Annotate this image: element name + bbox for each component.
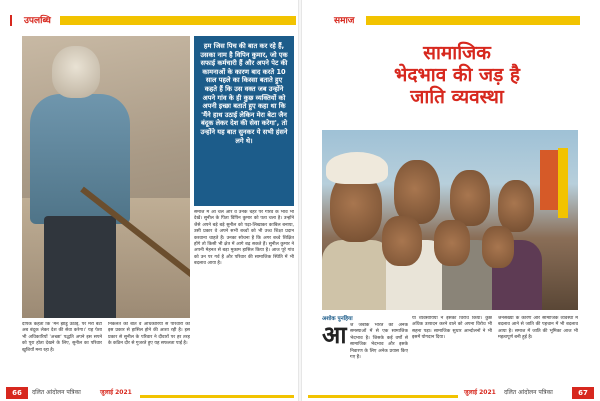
hands xyxy=(382,216,422,266)
footer-month: जुलाई 2021 xyxy=(464,389,496,396)
face xyxy=(498,180,534,232)
page-number: 67 xyxy=(572,387,594,399)
section-bar xyxy=(60,16,296,25)
hands xyxy=(434,220,470,266)
column-text: जनसंख्या के कारण और सामाजिक व्यवस्था में बदलाव आने से जाति की पहचान में भी बदलाव आया है। समाज में जाति की भूमिका आज भी महत्वपूर्ण बनी हुई है। xyxy=(498,316,578,341)
headline-line: भेदभाव की जड़ है xyxy=(394,64,520,86)
footer-magazine-title: दलित आंदोलन पत्रिका xyxy=(32,389,81,396)
article-column-3 xyxy=(498,316,578,383)
section-label: उपलब्धि xyxy=(12,13,55,26)
article-column-2 xyxy=(412,316,492,383)
footer-bar xyxy=(308,395,458,398)
footer-month: जुलाई 2021 xyxy=(100,389,132,396)
right-page xyxy=(300,0,600,401)
headline-line: सामाजिक xyxy=(423,42,491,64)
face xyxy=(450,170,490,226)
figure-body xyxy=(30,94,130,224)
byline: अशोक पुनहिया xyxy=(322,316,353,322)
protest-photo xyxy=(322,130,578,310)
figure-legs xyxy=(44,216,116,318)
page-number: 66 xyxy=(6,387,28,399)
column-text: दीपक कहता कि 'मैंने झाडू उठाई, पर मेरा बेटा अब बंदूक लेकर देश की सेवा करेगा।' यह पेशा भी अधिकारियों 'अच्छा' पद्धति अपने इस सपने को पूरा होता देखने के लिए, सुनील का परिवार खुशियाँ मना रहा है। xyxy=(22,322,102,353)
section-bar xyxy=(366,16,580,25)
hands xyxy=(482,226,514,268)
pull-quote: हम जिस पिच की बात कर रहे हैं, उसका नाम है विपिन कुमार, जो एक सफाई कर्मचारी हैं और अपने पेट की कामनाओं के कारण बाद करते 10 साल पहले का किस्सा बताते हुए कहते हैं कि उस वक्त जब उन्होंने अपने गांव के ही कुछ व्यक्तियों को अपनी इच्छा बताते हुए कहा था कि 'मैंने हाथ उठाई लेकिन मेरा बेटा जैन बंदूक लेकर देश की सेवा करेगा', तो उन्होंने यह बात सुनकर ये सभी हंसने लगे थे। xyxy=(194,36,294,206)
turban xyxy=(326,152,388,184)
article-column-mid xyxy=(194,210,294,382)
headline xyxy=(352,42,562,108)
face xyxy=(394,160,440,224)
headline-line: जाति व्यवस्था xyxy=(410,86,504,108)
sweeper-photo xyxy=(22,36,190,318)
column-text: समाज में आ चले और वे उनके चेहरे पर गौरव के भाव भी देखें। सुनील के पिता विपिन कुमार को पता चला है। उन्होंने जैसे अपने बड़े बड़े सुनील को पढ़ा-लिखाकर काबिल बनाया, उसी प्रकार वे अपने सभी बच्चों को भी उच्च शिक्षा प्रदान करवाना चाहते हैं। उनका सोचना है कि अगर बच्चे शिक्षित होंगे तो किसी भी क्षेत्र में आगे बढ़ सकते हैं। सुनील कुमार ने अपनी मेहनत से बड़ा मुकाम हासिल किया है। आज पूरे गांव को उन पर गर्व है और परिवार की सामाजिक स्थिति में भी बदलाव आया है। xyxy=(194,210,294,267)
article-column-1 xyxy=(350,323,408,383)
article-column-bottom-mid xyxy=(108,322,190,384)
footer-right xyxy=(300,387,600,399)
column-text: निकलते की बात वे अधिकारियों से परिवारों को इस प्रकार से हासिल होने की आशा रही है। इस प्रकार से सुनील के परिवार ने दीवारों पर हर तरह के कठिन दौर से गुजरते हुए यह सफलता पाई है। xyxy=(108,322,190,347)
column-text: ज जबकि भारत की अनेक समस्याओं में से एक सामाजिक भेदभाव है। जिसके कई वर्षों से सामाजिक भेदभाव और इसके निवारण के लिए अनेक प्रयास किए गए हैं। xyxy=(350,323,408,361)
flag xyxy=(558,148,568,218)
footer-left xyxy=(0,387,300,399)
footer-bar xyxy=(140,395,294,398)
article-column-bottom-left xyxy=(22,322,102,384)
section-label: समाज xyxy=(322,13,358,26)
column-text: या व्यवसायियों ने इसका विरोध किया। कुछ अधिक उत्पादन करने वाले को अपना विरोध भी सहना पड़ा। सामाजिक सुधार आन्दोलनों ने भी इसमें योगदान दिया। xyxy=(412,316,492,341)
footer-magazine-title: दलित आंदोलन पत्रिका xyxy=(504,389,553,396)
drop-cap: आ xyxy=(322,321,347,349)
figure-head xyxy=(52,46,100,98)
